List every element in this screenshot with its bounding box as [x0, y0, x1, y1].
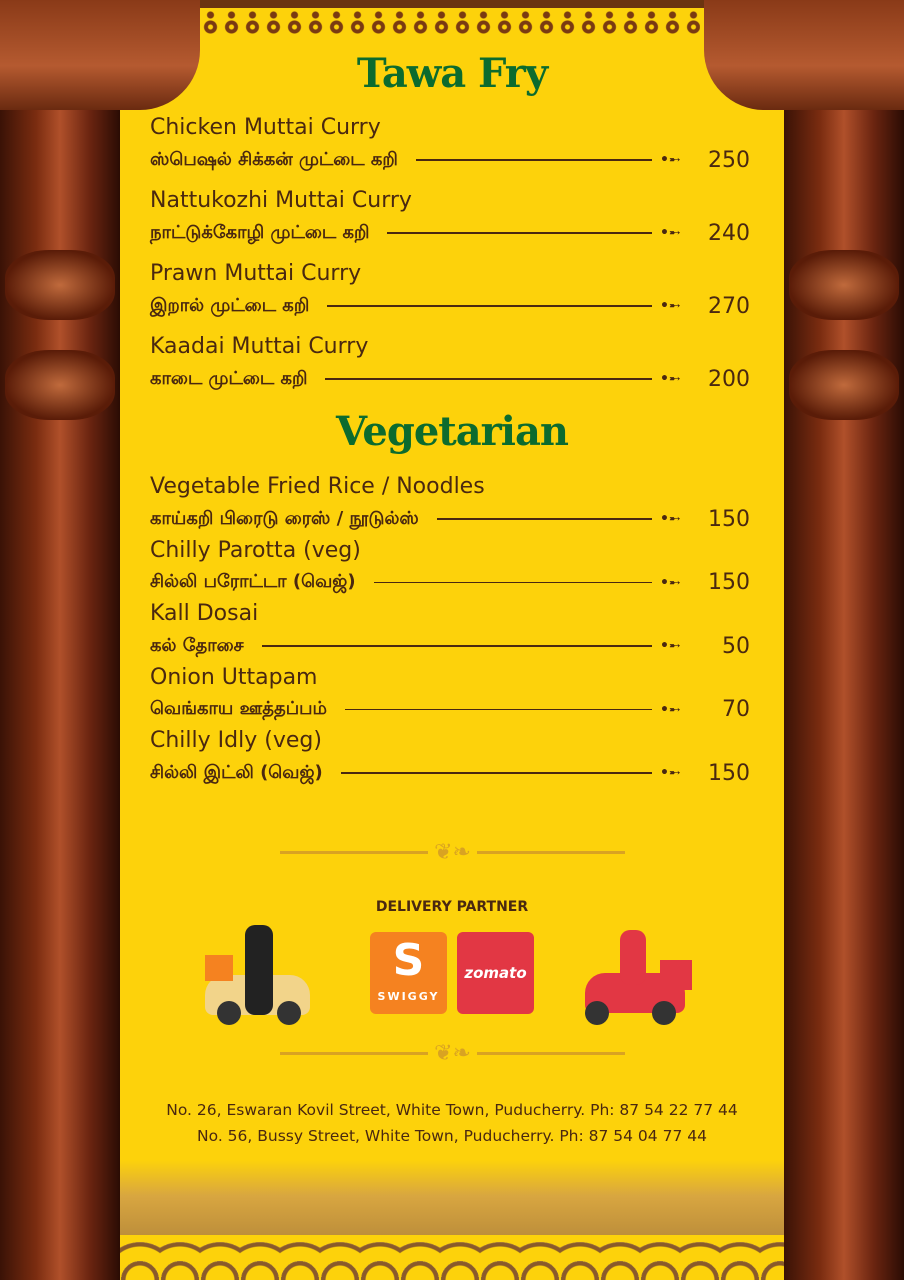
item-price: 150 — [708, 760, 750, 786]
item-name-english: Kaadai Muttai Curry — [150, 334, 369, 359]
ornament-divider: ❦❧ — [280, 842, 625, 862]
item-price: 250 — [708, 147, 750, 173]
arrow-icon: •➸ — [660, 765, 681, 781]
right-wooden-pillar — [784, 0, 904, 1280]
leader-line — [387, 232, 652, 234]
arrow-icon: •➸ — [660, 638, 681, 654]
swiggy-delivery-illustration — [205, 920, 315, 1025]
zomato-logo[interactable]: zomato — [457, 932, 534, 1014]
leader-line — [416, 159, 652, 161]
leader-line — [437, 518, 652, 520]
item-name-tamil: கல் தோசை — [150, 634, 244, 656]
left-pillar-carving — [5, 250, 115, 320]
item-name-tamil: இறால் முட்டை கறி — [150, 294, 310, 316]
right-pillar-carving — [789, 250, 899, 320]
arrow-icon: •➸ — [660, 574, 681, 591]
arrow-icon: •➸ — [660, 225, 681, 241]
menu-item — [150, 185, 750, 249]
item-price: 70 — [722, 697, 750, 722]
menu-item — [150, 112, 750, 176]
zomato-delivery-illustration — [580, 920, 690, 1025]
decorative-diamonds — [200, 20, 700, 34]
item-price: 270 — [708, 293, 750, 319]
item-name-tamil: சில்லி பரோட்டா (வெஜ்) — [150, 571, 356, 592]
leader-line — [325, 378, 652, 380]
arrow-icon: •➸ — [660, 701, 681, 718]
leader-line — [341, 772, 652, 774]
item-name-tamil: சில்லி இட்லி (வெஜ்) — [150, 761, 323, 783]
item-name-english: Chicken Muttai Curry — [150, 115, 381, 140]
section-title-vegetarian: Vegetarian — [336, 408, 568, 455]
item-name-english: Prawn Muttai Curry — [150, 261, 362, 286]
item-price: 50 — [722, 633, 750, 659]
item-price: 240 — [708, 220, 750, 246]
menu-item — [150, 598, 750, 662]
item-name-tamil: காய்கறி பிரைடு ரைஸ் / நூடுல்ஸ் — [150, 507, 419, 529]
item-name-english: Kall Dosai — [150, 601, 259, 626]
menu-item — [150, 471, 750, 535]
leader-line — [262, 645, 652, 647]
menu-item — [150, 535, 750, 599]
menu-item — [150, 331, 750, 395]
section-title-tawa-fry: Tawa Fry — [356, 50, 548, 97]
item-name-english: Onion Uttapam — [150, 664, 318, 690]
item-name-tamil: ஸ்பெஷல் சிக்கன் முட்டை கறி — [150, 148, 398, 170]
swiggy-logo[interactable]: S SWIGGY — [370, 932, 447, 1014]
bridge-illustration — [120, 1235, 784, 1280]
delivery-partner-label: DELIVERY PARTNER — [375, 899, 529, 915]
item-name-tamil: காடை முட்டை கறி — [150, 367, 308, 389]
leader-line — [327, 305, 652, 307]
item-name-english: Vegetable Fried Rice / Noodles — [150, 474, 485, 499]
menu-item — [150, 662, 750, 726]
arrow-icon: •➸ — [660, 298, 681, 314]
item-price: 200 — [708, 366, 750, 392]
item-name-english: Chilly Parotta (veg) — [150, 537, 361, 563]
menu-item — [150, 725, 750, 789]
ornament-divider: ❦❧ — [280, 1043, 625, 1063]
arrow-icon: •➸ — [660, 511, 681, 527]
left-wooden-pillar — [0, 0, 120, 1280]
arrow-icon: •➸ — [660, 152, 681, 168]
leader-line — [374, 582, 652, 584]
item-price: 150 — [708, 506, 750, 532]
item-name-english: Chilly Idly (veg) — [150, 728, 322, 753]
item-name-tamil: வெங்காய ஊத்தப்பம் — [150, 698, 328, 719]
address-line-2: No. 56, Bussy Street, White Town, Puducherry. Ph: 87 54 04 77 44 — [197, 1127, 707, 1145]
item-price: 150 — [708, 570, 750, 595]
item-name-english: Nattukozhi Muttai Curry — [150, 188, 412, 213]
item-name-tamil: நாட்டுக்கோழி முட்டை கறி — [150, 221, 370, 243]
arrow-icon: •➸ — [660, 371, 681, 387]
leader-line — [345, 709, 652, 711]
address-line-1: No. 26, Eswaran Kovil Street, White Town, Puducherry. Ph: 87 54 22 77 44 — [166, 1101, 738, 1119]
menu-item — [150, 258, 750, 322]
